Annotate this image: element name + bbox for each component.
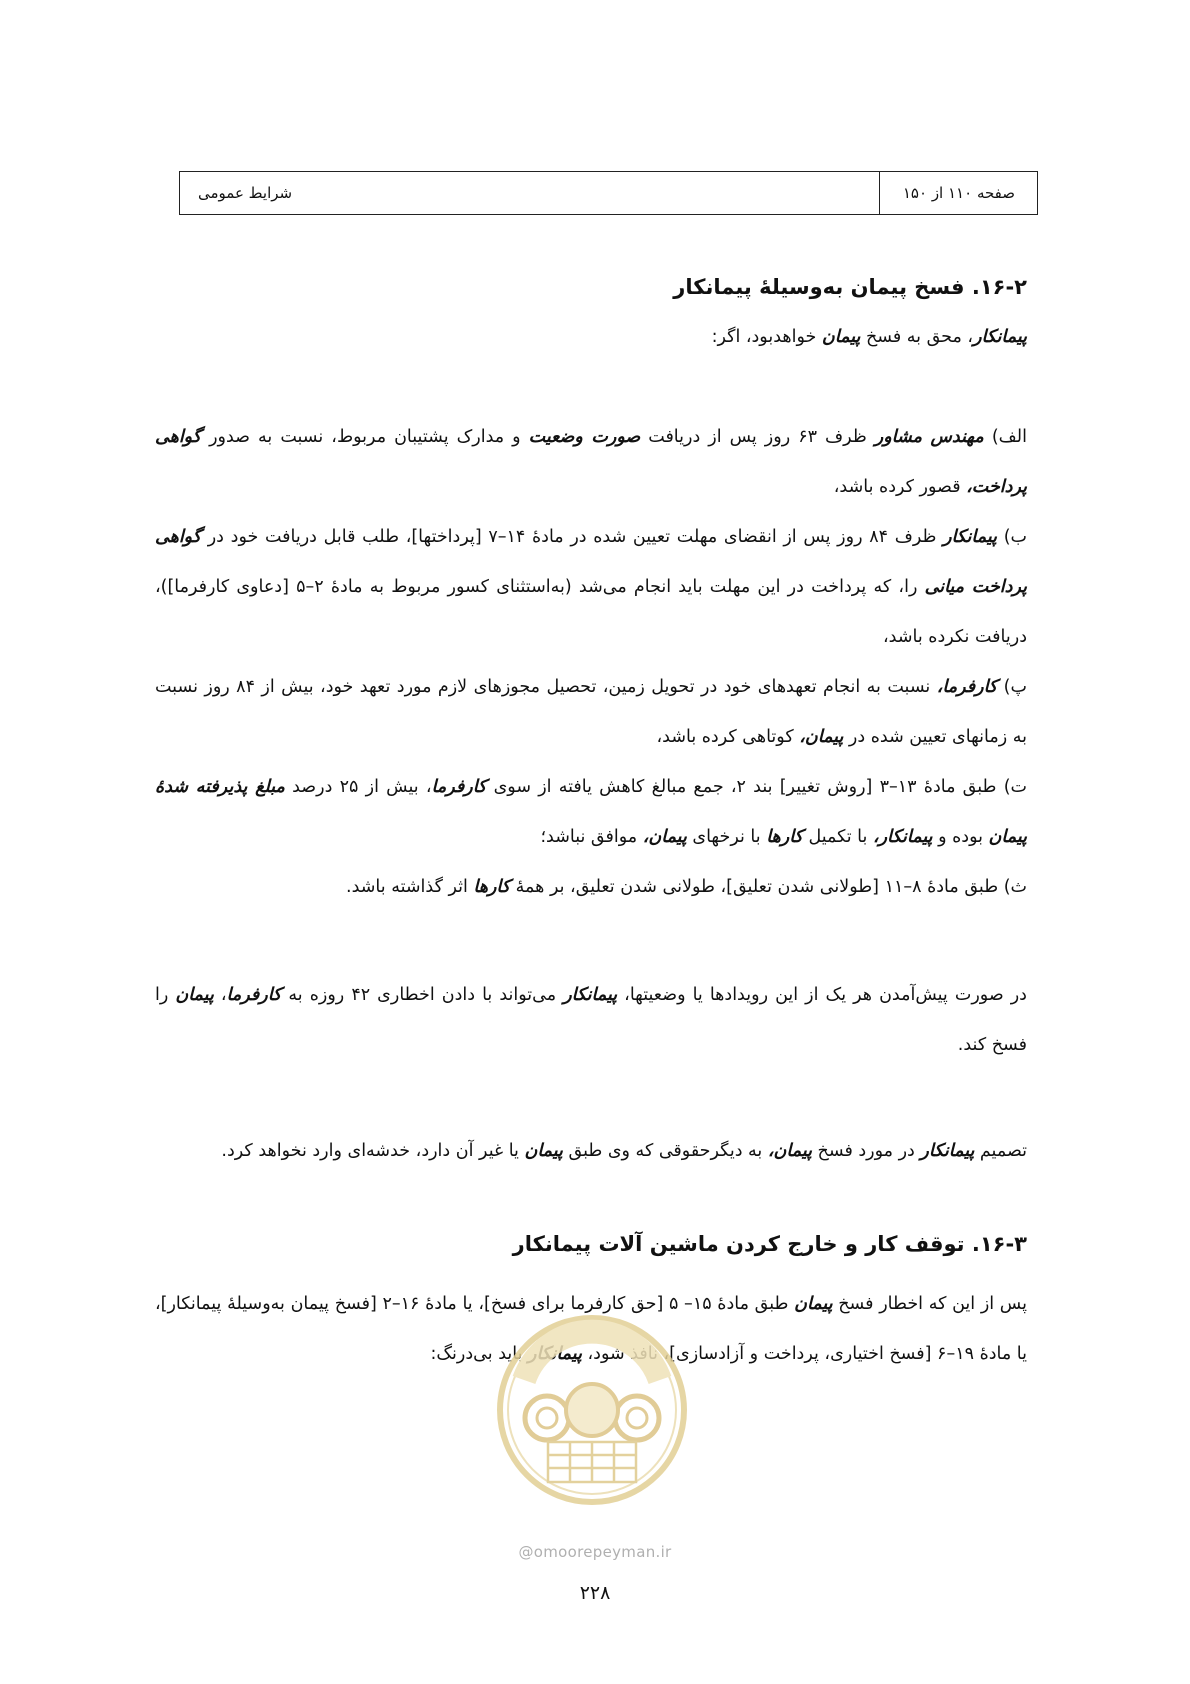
text: نسبت به انجام تعهدهای خود در تحویل زمین، تحصیل مجوزهای لازم مورد تعهد خود، بیش از ۸۴ روز نسبت به زمانهای تعیین شده در [155,677,1027,747]
section-16-2-intro [155,312,1027,362]
term: پیمانکار، [872,827,933,847]
term: پیمان [524,1141,563,1161]
term: کارفرما، [936,677,998,697]
text: پس از این که اخطار فسخ [832,1294,1027,1314]
text: موافق نباشد؛ [540,827,643,847]
decision-paragraph [155,1126,1027,1176]
text: پ) [997,677,1027,697]
term: پیمان [821,327,861,347]
section-16-2-title: ۱۶-۲. فسخ پیمان به‌وسیلهٔ پیمانکار [673,275,1027,299]
header-doc-label: شرایط عمومی [198,184,293,202]
page-number: ۲۲۸ [579,1582,611,1604]
text: را، که پرداخت در این مهلت باید انجام می‌شد (به‌استثنای کسور مربوط به مادهٔ ۲–۵ [دعاوی کارفرما])، دریافت نکرده باشد، [155,577,1027,647]
term: پیمانکار [528,1344,582,1364]
text: ، [213,985,227,1005]
text: طبق مادهٔ ۱۵– ۵ [حق کارفرما برای فسخ]، یا مادهٔ ۱۶–۲ [فسخ پیمان به‌وسیلهٔ پیمانکار]، یا مادهٔ ۱۹–۶ [فسخ اختیاری، پرداخت و آزادسازی]، نافذ شود، [155,1294,1027,1364]
text: ظرف ۸۴ روز پس از انقضای مهلت تعیین شده در مادهٔ ۱۴–۷ [پرداختها]، طلب قابل دریافت خود در [201,527,944,547]
list-item-b [155,512,1027,662]
text: ، محق به فسخ [860,327,974,347]
text: در صورت پیش‌آمدن هر یک از این رویدادها یا وضعیتها، [617,985,1027,1005]
text: کوتاهی کرده باشد، [656,727,800,747]
term: پیمانکار [563,985,618,1005]
text: ب) [997,527,1028,547]
term: پیمانکار [943,527,998,547]
term: کارها [766,827,803,847]
text: می‌تواند با دادن اخطاری ۴۲ روزه به [281,985,564,1005]
term: گواهی پرداخت، [155,427,1027,497]
text: در مورد فسخ [811,1141,921,1161]
term: مبلغ پذیرفته شدهٔ پیمان [155,777,1027,847]
text: ظرف ۶۳ روز پس از دریافت [640,427,875,447]
term: پیمان [794,1294,833,1314]
watermark-text: @omoorepeyman.ir [518,1543,672,1561]
term: کارفرما [226,985,282,1005]
text: قصور کرده باشد، [833,477,967,497]
list-item-d [155,762,1027,862]
text: الف) [983,427,1027,447]
document-body [155,262,1027,1379]
list-item-e [155,862,1027,912]
term: پیمان [175,985,214,1005]
term: پیمانکار [973,327,1027,347]
text: یا غیر آن دارد، خدشه‌ای وارد نخواهد کرد. [221,1141,525,1161]
text: را فسخ کند. [155,985,1027,1055]
term: گواهی پرداخت میانی [155,527,1027,597]
term: پیمانکار [920,1141,975,1161]
term: کارفرما [431,777,487,797]
list-item-a [155,412,1027,512]
term: کارها [473,877,511,897]
term: مهندس مشاور [874,427,984,447]
page-header [179,171,1038,215]
text: به دیگرحقوقی که وی طبق [562,1141,768,1161]
text: با تکمیل [802,827,873,847]
header-page-label: صفحه ۱۱۰ از ۱۵۰ [879,172,1037,214]
term: پیمان، [767,1141,812,1161]
text: ت) طبق مادهٔ ۱۳–۳ [روش تغییر] بند ۲، جمع مبالغ کاهش یافته از سوی [486,777,1027,797]
text: تصمیم [974,1141,1027,1161]
text: و مدارک پشتیبان مربوط، نسبت به صدور [201,427,529,447]
text: بوده و [932,827,989,847]
text: ث) طبق مادهٔ ۸–۱۱ [طولانی شدن تعلیق]، طولانی شدن تعلیق، بر همهٔ [510,877,1027,897]
term: پیمان، [642,827,687,847]
term: صورت وضعیت [528,427,641,447]
text: ، بیش از ۲۵ درصد [284,777,432,797]
text: با نرخهای [686,827,767,847]
notice-paragraph [155,970,1027,1070]
section-16-3-title: ۱۶-۳. توقف کار و خارج کردن ماشین آلات پیمانکار [512,1232,1027,1256]
text: اثر گذاشته باشد. [346,877,474,897]
text: خواهدبود، اگر: [711,327,822,347]
omoor-peyman-seal-icon [492,1310,692,1510]
text: باید بی‌درنگ: [430,1344,529,1364]
term: پیمان، [799,727,844,747]
list-item-c [155,662,1027,762]
